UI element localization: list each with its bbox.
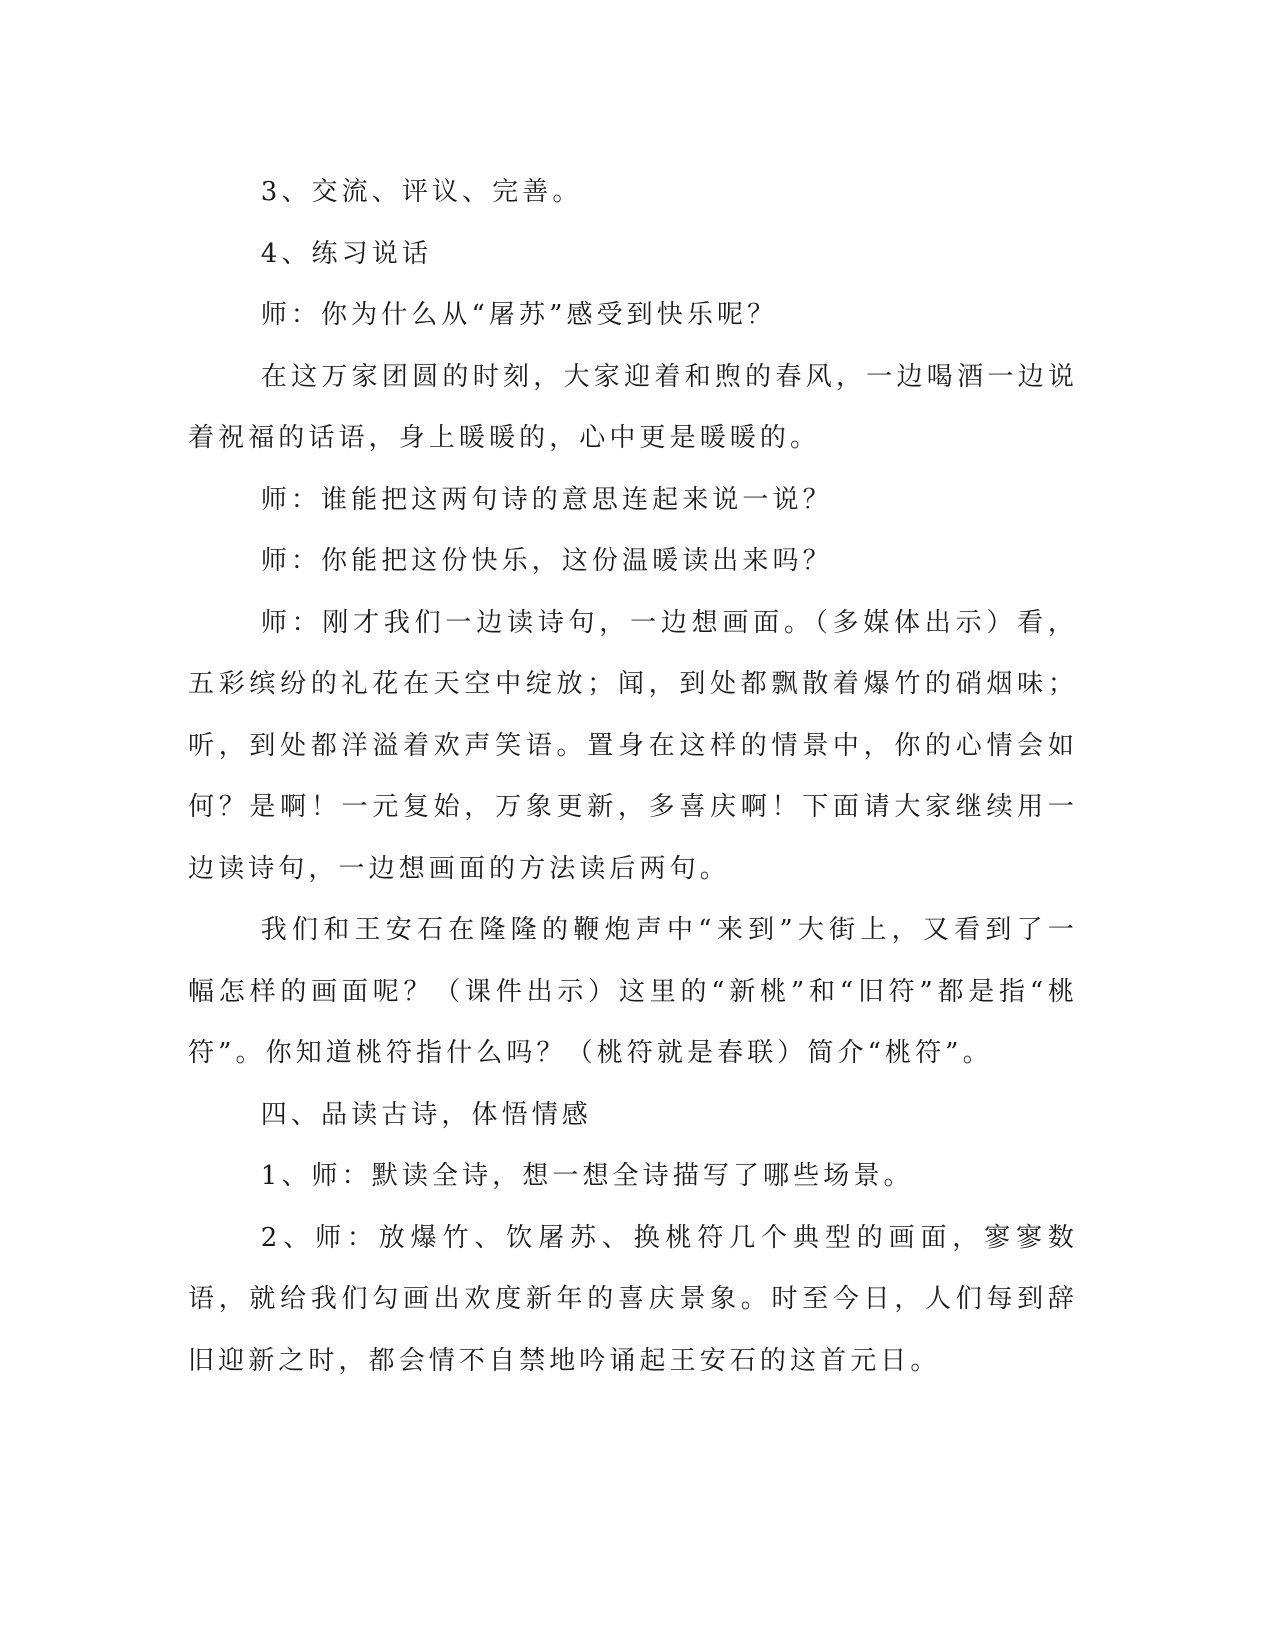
section-heading-four: 四、品读古诗，体悟情感 xyxy=(260,1099,592,1130)
paragraph-teacher-read-aloud: 师：你能把这份快乐，这份温暖读出来吗？ xyxy=(260,546,833,576)
document-body xyxy=(188,162,1078,1392)
paragraph-speaking-practice: 4、练习说话 xyxy=(260,238,432,269)
paragraph-teacher-connect-lines: 师：谁能把这两句诗的意思连起来说一说？ xyxy=(260,484,833,515)
paragraph-teacher-question-tusu: 师：你为什么从“屠苏”感受到快乐呢？ xyxy=(260,300,778,330)
paragraph-teacher-multimedia: 师：刚才我们一边读诗句，一边想画面。（多媒体出示）看，五彩缤纷的礼花在天空中绽放；闻，到处都飘散着爆竹的硝烟味；听，到处都洋溢着欢声笑语。置身在这样的情景中，你的心情会如何？是啊！一元复始，万象更新，多喜庆啊！下面请大家继续用一边读诗句，一边想画面的方法读后两句。 xyxy=(188,607,1078,884)
paragraph-wang-anshi-street: 我们和王安石在隆隆的鞭炮声中“来到”大街上，又看到了一幅怎样的画面呢？（课件出示）这里的“新桃”和“旧符”都是指“桃符”。你知道桃符指什么吗？（桃符就是春联）简介“桃符”。 xyxy=(188,915,1078,1068)
paragraph-discuss-step: 3、交流、评议、完善。 xyxy=(260,177,583,207)
paragraph-festive-summary: 2、师：放爆竹、饮屠苏、换桃符几个典型的画面，寥寥数语，就给我们勾画出欢度新年的喜庆景象。时至今日，人们每到辞旧迎新之时，都会情不自禁地吟诵起王安石的这首元日。 xyxy=(188,1222,1078,1376)
paragraph-silent-reading: 1、师：默读全诗，想一想全诗描写了哪些场景。 xyxy=(260,1161,914,1191)
paragraph-reunion-description: 在这万家团圆的时刻，大家迎着和煦的春风，一边喝酒一边说着祝福的话语，身上暖暖的，心中更是暖暖的。 xyxy=(188,361,1078,453)
